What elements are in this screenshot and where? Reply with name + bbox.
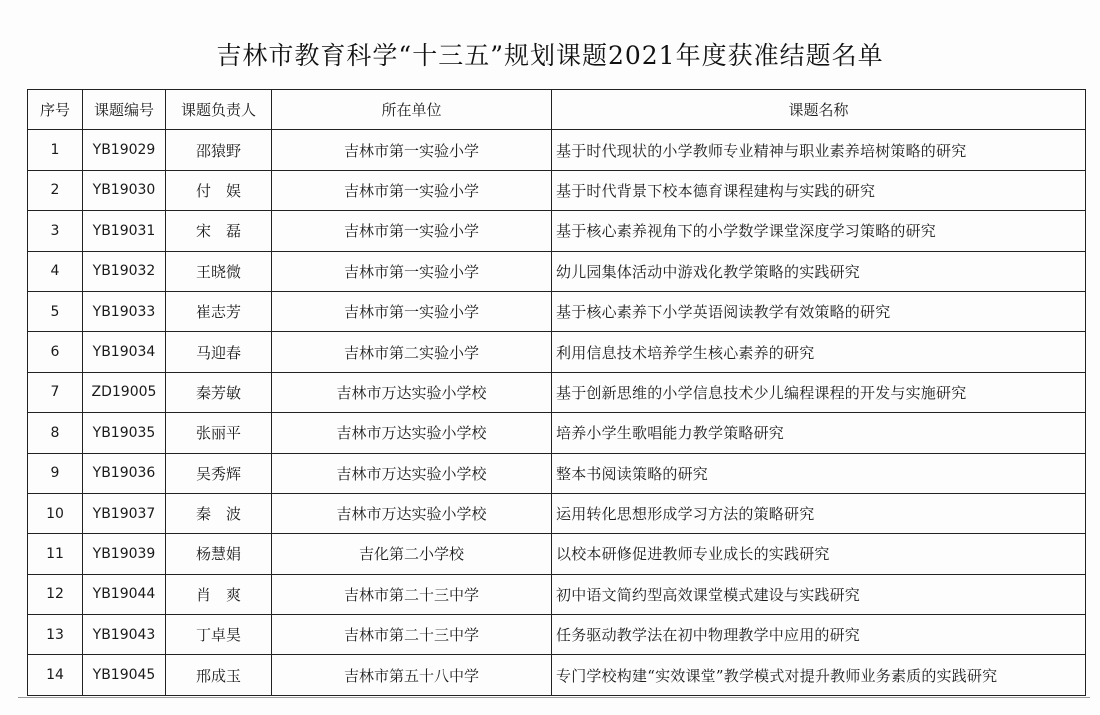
cell-topic: 基于时代背景下校本德育课程建构与实践的研究: [552, 170, 1086, 210]
table-row: [28, 251, 1086, 291]
table-row: [28, 332, 1086, 372]
cell-topic: 任务驱动教学法在初中物理教学中应用的研究: [552, 615, 1086, 655]
cell-topic: 以校本研修促进教师专业成长的实践研究: [552, 534, 1086, 574]
cell-unit: 吉林市第一实验小学: [272, 291, 552, 331]
cell-leader: 肖 爽: [166, 574, 272, 614]
cell-topic: 基于核心素养视角下的小学数学课堂深度学习策略的研究: [552, 211, 1086, 251]
cell-index: 10: [28, 493, 83, 533]
table-row: [28, 291, 1086, 331]
table-body: [28, 130, 1086, 695]
cell-index: 1: [28, 130, 83, 170]
cell-unit: 吉林市第一实验小学: [272, 211, 552, 251]
header-code: 课题编号: [83, 90, 166, 130]
cell-leader: 付 娱: [166, 170, 272, 210]
cell-unit: 吉林市万达实验小学校: [272, 413, 552, 453]
cell-topic: 幼儿园集体活动中游戏化教学策略的实践研究: [552, 251, 1086, 291]
cell-index: 5: [28, 291, 83, 331]
cell-code: YB19029: [83, 130, 166, 170]
cell-index: 9: [28, 453, 83, 493]
cell-index: 11: [28, 534, 83, 574]
table-row: [28, 211, 1086, 251]
document-title: 吉林市教育科学“十三五”规划课题2021年度获准结题名单: [216, 41, 884, 70]
table-row: [28, 413, 1086, 453]
cell-topic: 利用信息技术培养学生核心素养的研究: [552, 332, 1086, 372]
cell-index: 7: [28, 372, 83, 412]
cell-leader: 马迎春: [166, 332, 272, 372]
cell-leader: 杨慧娟: [166, 534, 272, 574]
table-row: [28, 655, 1086, 695]
cell-topic: 运用转化思想形成学习方法的策略研究: [552, 493, 1086, 533]
cell-unit: 吉林市万达实验小学校: [272, 453, 552, 493]
table-row: [28, 615, 1086, 655]
cell-topic: 专门学校构建“实效课堂”教学模式对提升教师业务素质的实践研究: [552, 655, 1086, 695]
cell-leader: 秦 波: [166, 493, 272, 533]
cell-index: 6: [28, 332, 83, 372]
header-leader: 课题负责人: [166, 90, 272, 130]
cell-index: 14: [28, 655, 83, 695]
cell-leader: 张丽平: [166, 413, 272, 453]
table-row: [28, 534, 1086, 574]
cell-topic: 基于核心素养下小学英语阅读教学有效策略的研究: [552, 291, 1086, 331]
cell-leader: 邵猿野: [166, 130, 272, 170]
cell-topic: 基于时代现状的小学教师专业精神与职业素养培树策略的研究: [552, 130, 1086, 170]
table-row: [28, 130, 1086, 170]
cell-code: YB19034: [83, 332, 166, 372]
cell-leader: 王晓微: [166, 251, 272, 291]
cell-index: 13: [28, 615, 83, 655]
cell-leader: 邢成玉: [166, 655, 272, 695]
table-header-row: [28, 90, 1086, 130]
cell-leader: 崔志芳: [166, 291, 272, 331]
cell-unit: 吉林市万达实验小学校: [272, 372, 552, 412]
cell-unit: 吉林市第五十八中学: [272, 655, 552, 695]
cell-code: YB19035: [83, 413, 166, 453]
cell-unit: 吉林市万达实验小学校: [272, 493, 552, 533]
cell-unit: 吉林市第二十三中学: [272, 615, 552, 655]
table-row: [28, 170, 1086, 210]
cell-code: ZD19005: [83, 372, 166, 412]
cell-code: YB19033: [83, 291, 166, 331]
cell-code: YB19030: [83, 170, 166, 210]
cell-index: 12: [28, 574, 83, 614]
cell-unit: 吉化第二小学校: [272, 534, 552, 574]
cell-code: YB19037: [83, 493, 166, 533]
cell-topic: 培养小学生歌唱能力教学策略研究: [552, 413, 1086, 453]
cell-index: 3: [28, 211, 83, 251]
cell-leader: 宋 磊: [166, 211, 272, 251]
cell-leader: 丁卓昊: [166, 615, 272, 655]
cell-code: YB19045: [83, 655, 166, 695]
header-unit: 所在单位: [272, 90, 552, 130]
header-topic: 课题名称: [552, 90, 1086, 130]
cell-code: YB19043: [83, 615, 166, 655]
cell-code: YB19031: [83, 211, 166, 251]
cell-unit: 吉林市第二实验小学: [272, 332, 552, 372]
cell-topic: 整本书阅读策略的研究: [552, 453, 1086, 493]
table-row: [28, 493, 1086, 533]
cell-code: YB19036: [83, 453, 166, 493]
cell-code: YB19044: [83, 574, 166, 614]
table-row: [28, 453, 1086, 493]
cell-unit: 吉林市第一实验小学: [272, 251, 552, 291]
cell-topic: 初中语文简约型高效课堂模式建设与实践研究: [552, 574, 1086, 614]
header-index: 序号: [28, 90, 83, 130]
cell-topic: 基于创新思维的小学信息技术少儿编程课程的开发与实施研究: [552, 372, 1086, 412]
cell-unit: 吉林市第二十三中学: [272, 574, 552, 614]
cell-index: 4: [28, 251, 83, 291]
cell-leader: 吴秀辉: [166, 453, 272, 493]
results-table: [27, 89, 1086, 696]
cell-unit: 吉林市第一实验小学: [272, 130, 552, 170]
cell-index: 8: [28, 413, 83, 453]
table-row: [28, 372, 1086, 412]
cell-index: 2: [28, 170, 83, 210]
page-bottom-rule: [18, 697, 1090, 698]
cell-unit: 吉林市第一实验小学: [272, 170, 552, 210]
cell-code: YB19039: [83, 534, 166, 574]
cell-code: YB19032: [83, 251, 166, 291]
table-row: [28, 574, 1086, 614]
cell-leader: 秦芳敏: [166, 372, 272, 412]
